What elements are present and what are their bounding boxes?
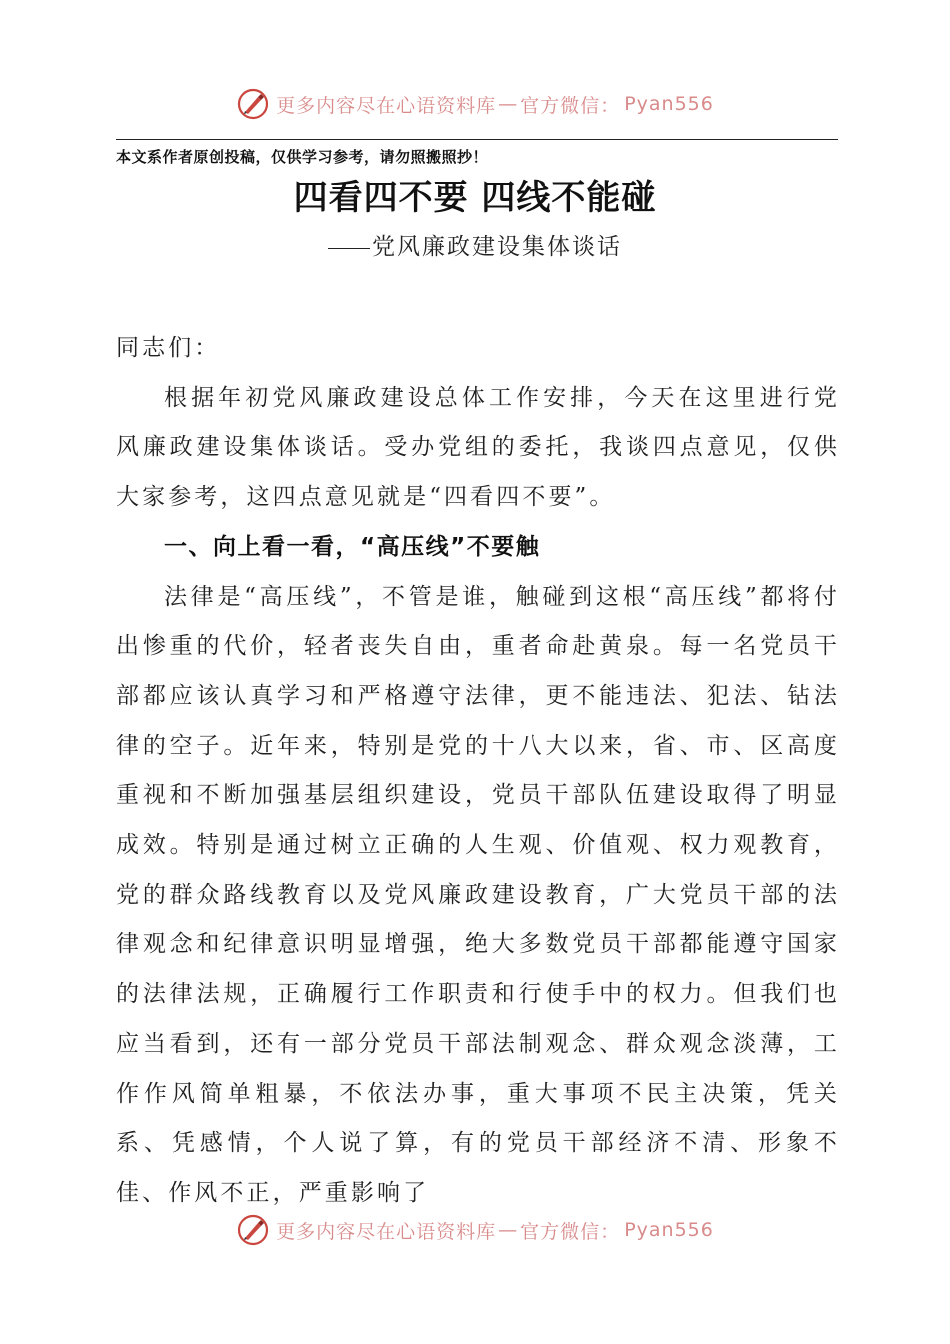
document-subtitle-line: [0, 228, 950, 261]
section-body-1: 法律是“高压线”，不管是谁，触碰到这根“高压线”都将付出惨重的代价，轻者丧失自由，重者命赴黄泉。每一名党员干部都应该认真学习和严格遵守法律，更不能违法、犯法、钻法律的空子。近年来，特别是党的十八大以来，省、市、区高度重视和不断加强基层组织建设，党员干部队伍建设取得了明显成效。特别是通过树立正确的人生观、价值观、权力观教育，党的群众路线教育以及党风廉政建设教育，广大党员干部的法律观念和纪律意识明显增强，绝大多数党员干部都能遵守国家的法律法规，正确履行工作职责和行使手中的权力。但我们也应当看到，还有一部分党员干部法制观念、群众观念淡薄，工作作风简单粗暴，不依法办事，重大事项不民主决策，凭关系、凭感情，个人说了算，有的党员干部经济不清、形象不佳、作风不正，严重影响了: [116, 583, 840, 1206]
watermark-header: [0, 84, 950, 124]
document-title: 四看四不要 四线不能碰: [293, 178, 657, 218]
watermark-brand: 更多内容尽在心语资料库: [276, 94, 497, 117]
watermark-account-label: 官方微信：: [520, 94, 621, 117]
section-heading-1: 一、向上看一看，“高压线”不要触: [164, 533, 541, 560]
header-rule: [116, 139, 838, 140]
salutation: 同志们：: [116, 335, 221, 361]
subtitle-dash: [328, 248, 370, 249]
pen-logo-icon: [236, 87, 270, 121]
watermark-footer: [0, 1210, 950, 1250]
watermark-account-id: Pyan556: [624, 93, 714, 115]
pen-logo-icon: [236, 1213, 270, 1247]
document-subtitle: 党风廉政建设集体谈话: [372, 234, 622, 260]
document-body: [116, 324, 840, 1219]
watermark-account-id: Pyan556: [624, 1219, 714, 1241]
watermark-separator: —: [498, 93, 519, 115]
watermark-account-label: 官方微信：: [520, 1220, 621, 1243]
copyright-notice: 本文系作者原创投稿，仅供学习参考，请勿照搬照抄！: [116, 148, 489, 166]
watermark-separator: —: [498, 1219, 519, 1241]
intro-paragraph: 根据年初党风廉政建设总体工作安排，今天在这里进行党风廉政建设集体谈话。受办党组的委托，我谈四点意见，仅供大家参考，这四点意见就是“四看四不要”。: [116, 384, 840, 511]
watermark-brand: 更多内容尽在心语资料库: [276, 1220, 497, 1243]
